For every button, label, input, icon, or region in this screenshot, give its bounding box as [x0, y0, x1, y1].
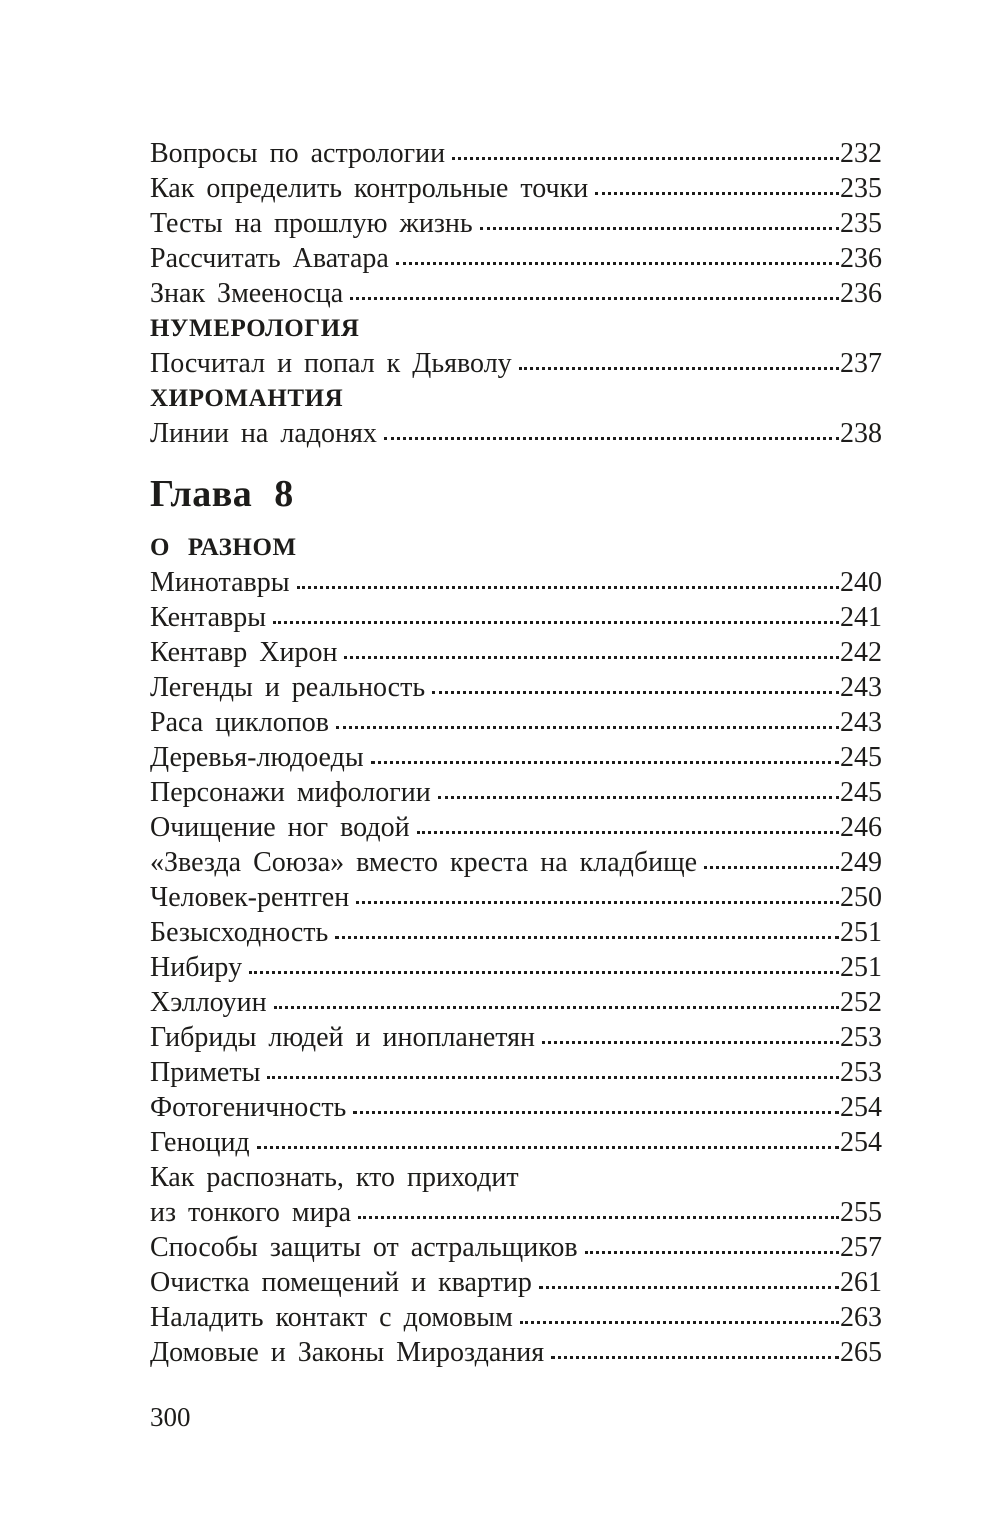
dot-leader — [257, 1146, 839, 1149]
toc-entry-title: Раса циклопов — [150, 707, 329, 738]
toc-entry — [150, 1300, 882, 1335]
toc-entry-page: 251 — [840, 917, 882, 948]
toc-entry-title: Безысходность — [150, 917, 329, 948]
toc-entry — [150, 416, 882, 451]
dot-leader — [249, 971, 839, 974]
dot-leader — [356, 901, 839, 904]
toc-entry-page: 265 — [840, 1337, 882, 1368]
dot-leader — [297, 586, 839, 589]
toc-entry-page: 250 — [840, 882, 882, 913]
dot-leader — [353, 1111, 839, 1114]
dot-leader — [595, 192, 839, 195]
toc-section-title: О РАЗНОМ — [150, 534, 297, 561]
toc-entry — [150, 1125, 882, 1160]
dot-leader — [417, 831, 839, 834]
toc-entry — [150, 171, 882, 206]
dot-leader — [384, 437, 839, 440]
toc-entry-page: 254 — [840, 1127, 882, 1158]
toc-entry-title: Приметы — [150, 1057, 261, 1088]
toc-entry — [150, 1055, 882, 1090]
page-footer — [150, 1400, 882, 1434]
dot-leader — [267, 1076, 839, 1079]
toc-entry — [150, 1090, 882, 1125]
toc-entry — [150, 600, 882, 635]
toc-entry-page: 245 — [840, 777, 882, 808]
dot-leader — [396, 262, 839, 265]
toc-entry-page: 232 — [840, 138, 882, 169]
chapter-heading-title: Глава 8 — [150, 473, 294, 515]
toc-entry — [150, 950, 882, 985]
toc-entry-title: Знак Змееносца — [150, 278, 344, 309]
dot-leader — [480, 227, 839, 230]
dot-leader — [585, 1251, 839, 1254]
toc-entry-title: Как определить контрольные точки — [150, 173, 589, 204]
toc-entry — [150, 206, 882, 241]
toc-entry-title: Кентавры — [150, 602, 267, 633]
toc-section-header — [150, 311, 882, 346]
toc-entry — [150, 635, 882, 670]
chapter-heading — [150, 472, 882, 516]
dot-leader — [452, 157, 839, 160]
dot-leader — [273, 621, 839, 624]
dot-leader — [371, 761, 839, 764]
toc-entry — [150, 705, 882, 740]
toc-entry-title: Деревья-людоеды — [150, 742, 364, 773]
toc-entry-page: 253 — [840, 1057, 882, 1088]
dot-leader — [520, 1321, 839, 1324]
toc-entry-page: 245 — [840, 742, 882, 773]
toc-entry-page: 236 — [840, 243, 882, 274]
dot-leader — [551, 1356, 839, 1359]
toc-section-title: ХИРОМАНТИЯ — [150, 385, 344, 412]
toc-entry-title: Геноцид — [150, 1127, 250, 1158]
dot-leader — [438, 796, 839, 799]
toc-entry-title: из тонкого мира — [150, 1197, 351, 1228]
toc-entry-title: Хэллоуин — [150, 987, 267, 1018]
dot-leader — [704, 866, 839, 869]
toc-entry-title: Вопросы по астрологии — [150, 138, 446, 169]
toc-entry — [150, 346, 882, 381]
toc-section-header — [150, 530, 882, 565]
toc-entry-page: 240 — [840, 567, 882, 598]
dot-leader — [358, 1216, 839, 1219]
toc-entry-title: Очистка помещений и квартир — [150, 1267, 532, 1298]
toc-entry-title: Домовые и Законы Мироздания — [150, 1337, 545, 1368]
toc-entry-page: 252 — [840, 987, 882, 1018]
toc-entry-page: 257 — [840, 1232, 882, 1263]
toc-entry-title: Персонажи мифологии — [150, 777, 431, 808]
toc-entry — [150, 670, 882, 705]
toc-entry-title: Фотогеничность — [150, 1092, 347, 1123]
dot-leader — [335, 936, 839, 939]
toc-entry — [150, 915, 882, 950]
toc-entry-page: 238 — [840, 418, 882, 449]
toc-entry-page: 251 — [840, 952, 882, 983]
toc-entry-page: 246 — [840, 812, 882, 843]
dot-leader — [542, 1041, 839, 1044]
toc-entry — [150, 1335, 882, 1370]
toc-entry — [150, 136, 882, 171]
toc-entry — [150, 1230, 882, 1265]
toc-entry-title: Наладить контакт с домовым — [150, 1302, 513, 1333]
toc-entry-page: 249 — [840, 847, 882, 878]
toc-entry-title: Очищение ног водой — [150, 812, 410, 843]
toc-entry-title: Человек-рентген — [150, 882, 350, 913]
toc-entry-title: Гибриды людей и инопланетян — [150, 1022, 536, 1053]
toc-entry — [150, 565, 882, 600]
toc-entry — [150, 775, 882, 810]
toc-entry — [150, 845, 882, 880]
toc-entry — [150, 1265, 882, 1300]
dot-leader — [350, 297, 839, 300]
toc-entry-page: 235 — [840, 173, 882, 204]
dot-leader — [519, 367, 839, 370]
dot-leader — [274, 1006, 839, 1009]
dot-leader — [539, 1286, 839, 1289]
toc-entry-page: 241 — [840, 602, 882, 633]
toc-entry-page: 237 — [840, 348, 882, 379]
toc-entry — [150, 1195, 882, 1230]
toc-section-title: НУМЕРОЛОГИЯ — [150, 315, 360, 342]
dot-leader — [344, 656, 839, 659]
toc-entry — [150, 276, 882, 311]
toc-entry-title: Способы защиты от астральщиков — [150, 1232, 578, 1263]
dot-leader — [336, 726, 839, 729]
dot-leader — [432, 691, 839, 694]
toc-entry-title: Тесты на прошлую жизнь — [150, 208, 473, 239]
toc-entry-page: 263 — [840, 1302, 882, 1333]
toc-entry-title: Нибиру — [150, 952, 243, 983]
toc-entry — [150, 241, 882, 276]
toc-entry-page: 236 — [840, 278, 882, 309]
toc-entry-title: Посчитал и попал к Дьяволу — [150, 348, 512, 379]
toc-entry — [150, 740, 882, 775]
toc-entry-page: 255 — [840, 1197, 882, 1228]
toc-entry-page: 261 — [840, 1267, 882, 1298]
page-number: 300 — [150, 1402, 191, 1432]
toc-entry — [150, 985, 882, 1020]
toc-entry — [150, 1020, 882, 1055]
toc-entry-title: Легенды и реальность — [150, 672, 426, 703]
toc-entry — [150, 880, 882, 915]
toc-entry-title: Рассчитать Аватара — [150, 243, 389, 274]
toc-entry-page: 243 — [840, 672, 882, 703]
toc-entry-title: «Звезда Союза» вместо креста на кладбище — [150, 847, 698, 878]
toc-entry-page: 235 — [840, 208, 882, 239]
toc-entry-page: 254 — [840, 1092, 882, 1123]
toc-section-header — [150, 381, 882, 416]
toc-entry-page: 243 — [840, 707, 882, 738]
toc-wrap-line — [150, 1160, 882, 1195]
toc-entry-title: Кентавр Хирон — [150, 637, 338, 668]
toc-entry-page: 242 — [840, 637, 882, 668]
toc-entry-title: Как распознать, кто приходит — [150, 1162, 519, 1193]
toc-entry-page: 253 — [840, 1022, 882, 1053]
toc-entry-title: Линии на ладонях — [150, 418, 377, 449]
toc-entry-title: Минотавры — [150, 567, 290, 598]
toc-entry — [150, 810, 882, 845]
